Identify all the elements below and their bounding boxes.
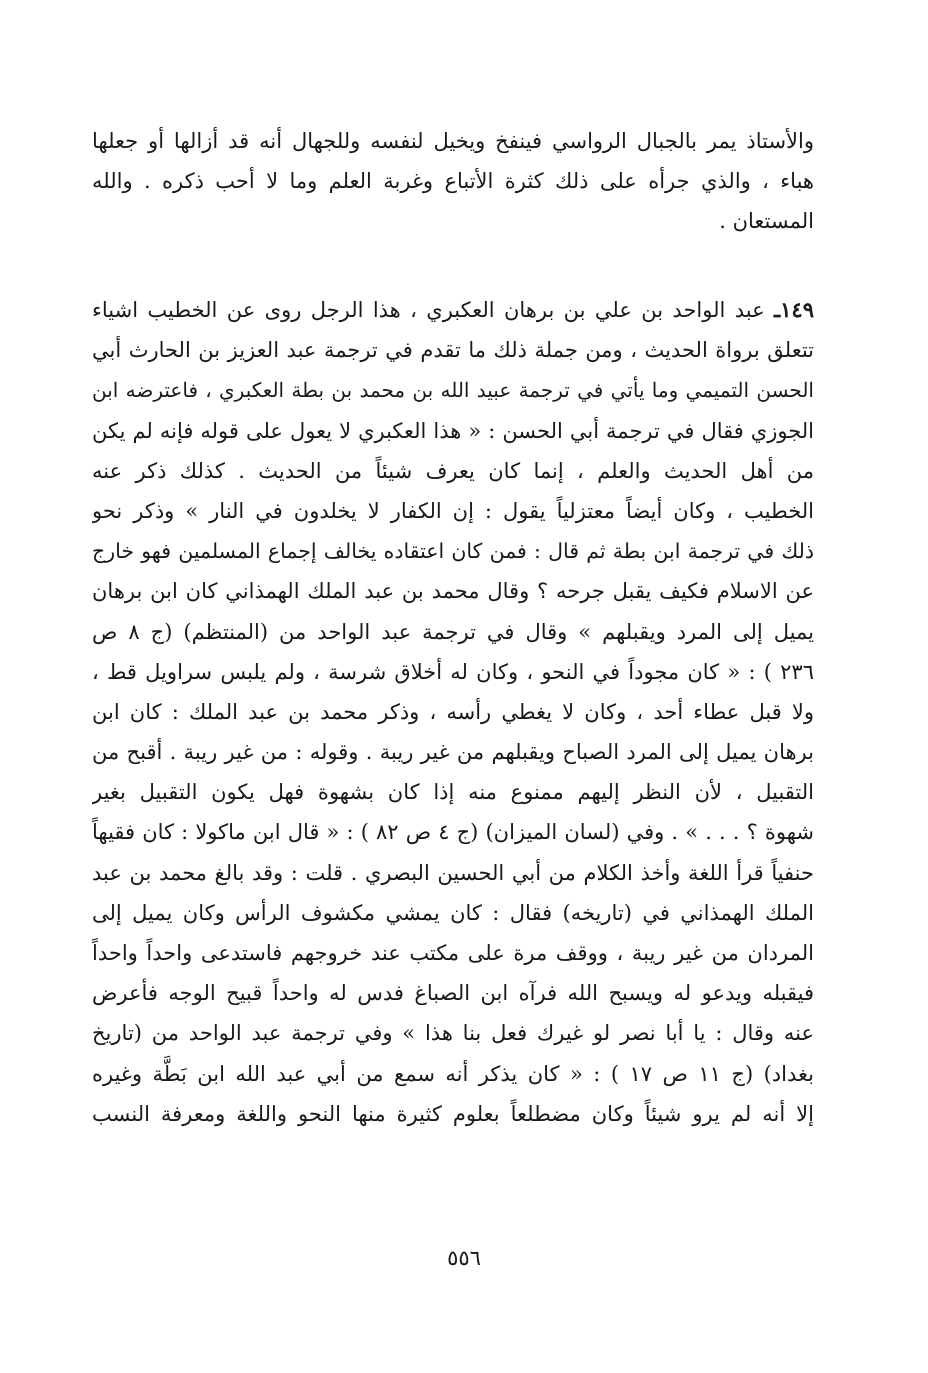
- text-line: بغداد) (ج ١١ ص ١٧ ) : « كان يذكر أنه سمع من أبي عبد الله ابن بَطَّة وغيره: [92, 1061, 814, 1086]
- text-line: الجوزي فقال في ترجمة أبي الحسن : « هذا العكبري لا يعول على قوله فإنه لم يكن: [92, 418, 814, 443]
- text-line: يميل إلى المرد ويقبلهم » وقال في ترجمة عبد الواحد من (المنتظم) (ج ٨ ص: [92, 619, 814, 644]
- entry-heading-text: عبد الواحد بن علي بن برهان العكبري ، هذا الرجل روى عن الخطيب اشياء: [92, 298, 774, 322]
- text-line: شهوة ؟ . . . » . وفي (لسان الميزان) (ج ٤ ص ٨٢ ) : « قال ابن ماكولا : كان فقيهاً: [92, 820, 814, 845]
- text-line: المردان من غير ريبة ، ووقف مرة على مكتب عند خروجهم فاستدعى واحداً واحداً: [92, 941, 814, 965]
- entry-number: ١٤٩ـ: [774, 297, 814, 322]
- text-line: ذلك في ترجمة ابن بطة ثم قال : فمن كان اعتقاده يخالف إجماع المسلمين فهو خارج: [92, 539, 814, 564]
- text-line: التقبيل ، لأن النظر إليهم ممنوع منه إذا كان بشهوة فهل يكون التقبيل بغير: [92, 780, 814, 805]
- text-line: المستعان .: [719, 209, 814, 234]
- text-line: إلا أنه لم يرو شيئاً وكان مضطلعاً بعلوم كثيرة منها النحو واللغة ومعرفة النسب: [92, 1101, 814, 1126]
- text-line: عنه وقال : يا أبا نصر لو غيرك فعل بنا هذا » وفي ترجمة عبد الواحد من (تاريخ: [92, 1021, 814, 1046]
- text-line: برهان يميل إلى المرد الصباح ويقبلهم من غير ريبة . وقوله : من غير ريبة . أقبح من: [92, 740, 814, 765]
- text-line: ولا قبل عطاء أحد ، وكان لا يغطي رأسه ، وذكر محمد بن عبد الملك : كان ابن: [92, 699, 814, 724]
- text-line: هباء ، والذي جرأه على ذلك كثرة الأتباع وغربة العلم وما لا أحب ذكره . والله: [92, 169, 814, 194]
- text-line: ٢٣٦ ) : « كان مجوداً في النحو ، وكان له أخلاق شرسة ، ولم يلبس سراويل قط ،: [92, 659, 814, 684]
- text-line: والأستاذ يمر بالجبال الرواسي فينفخ ويخيل لنفسه وللجهال أنه قد أزالها أو جعلها: [92, 129, 814, 153]
- intro-paragraph: [92, 121, 814, 242]
- entry-149-paragraph: [92, 290, 814, 1134]
- text-line: عن الاسلام فكيف يقبل جرحه ؟ وقال محمد بن عبد الملك الهمذاني كان ابن برهان: [92, 579, 814, 604]
- text-line: حنفياً قرأ اللغة وأخذ الكلام من أبي الحسين البصري . قلت : وقد بالغ محمد بن عبد: [92, 860, 814, 885]
- text-line: تتعلق برواة الحديث ، ومن جملة ذلك ما تقدم في ترجمة عبد العزيز بن الحارث أبي: [92, 338, 814, 363]
- page-number: ٥٥٦: [447, 1246, 481, 1270]
- text-line: من أهل الحديث والعلم ، إنما كان يعرف شيئاً من الحديث . كذلك ذكر عنه: [92, 458, 814, 483]
- text-line: فيقبله ويدعو له ويسبح الله فرآه ابن الصباغ فدس له واحداً قبيح الوجه فأعرض: [92, 981, 814, 1006]
- text-line: الحسن التميمي وما يأتي في ترجمة عبيد الله بن محمد بن بطة العكبري ، فاعترضه ابن: [92, 378, 814, 403]
- text-line: الخطيب ، وكان أيضاً معتزلياً يقول : إن الكفار لا يخلدون في النار » وذكر نحو: [92, 498, 814, 523]
- entry-heading-line: [92, 290, 814, 330]
- text-line: الملك الهمذاني في (تاريخه) فقال : كان يمشي مكشوف الرأس وكان يميل إلى: [92, 900, 814, 925]
